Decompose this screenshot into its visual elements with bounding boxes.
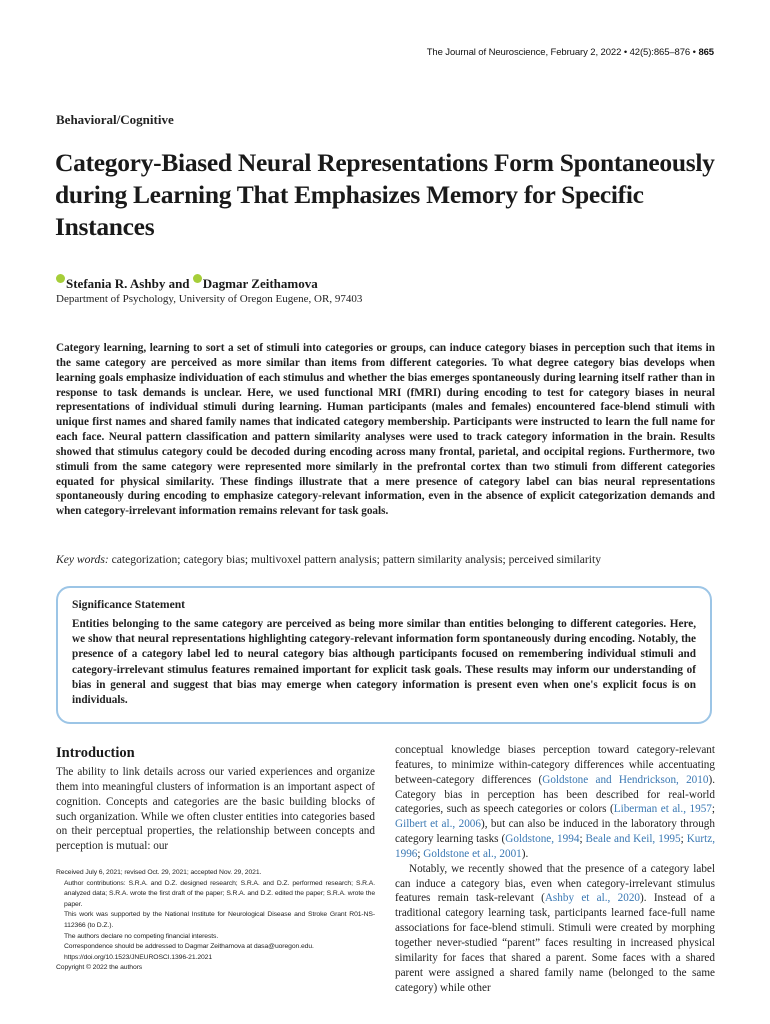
page-number: 865 [698, 47, 714, 58]
keywords-label: Key words: [56, 553, 109, 566]
doi-link[interactable]: https://doi.org/10.1523/JNEUROSCI.1396-21.2021 [64, 953, 213, 961]
citation-link[interactable]: Liberman et al., 1957 [613, 803, 712, 816]
competing-interests: The authors declare no competing financial interests. [64, 932, 219, 940]
volume-pages: 42(5):865–876 [629, 47, 691, 58]
author-name[interactable]: Stefania R. Ashby [66, 276, 166, 291]
right-column [395, 743, 715, 995]
citation-link[interactable]: Goldstone et al., 2001 [423, 847, 522, 860]
author-name[interactable]: Dagmar Zeithamova [202, 276, 318, 291]
article-title: Category-Biased Neural Representations Form Spontaneously during Learning That Emphasizes Memory for Specific Instances [55, 148, 715, 241]
received-dates: Received July 6, 2021; revised Oct. 29, 2021; accepted Nov. 29, 2021. [56, 869, 262, 876]
funding-note: This work was supported by the National Institute for Neurological Disease and Stroke Grant R01-NS-112366 (to D.Z.). [64, 911, 375, 929]
introduction-paragraph: The ability to link details across our varied experiences and organize them into meaningful clusters of information is an important aspect of cognition. Concepts and categories are the basic building blocks of such organization. While we often cluster entities into categories based on their perceptual properties, the relationship between concepts and perception is mutual: our [56, 766, 375, 853]
body-paragraph: conceptual knowledge biases perception toward category-relevant features, to minimize within-category differences while accentuating between-category differences (Goldstone and Hendrickson, 2010). Category bias in perception has been described for real-world categories, such as speech categories or colors (Liberman et al., 1957; Gilbert et al., 2006), but can also be induced in the laboratory through category learning tasks (Goldstone, 1994; Beale and Keil, 1995; Kurtz, 1996; Goldstone et al., 2001). [395, 744, 716, 860]
copyright: Copyright © 2022 the authors [56, 964, 143, 972]
journal-citation: The Journal of Neuroscience, February 2, 2022 [426, 47, 622, 58]
author-conjunction: and [168, 276, 190, 291]
running-head: The Journal of Neuroscience, February 2, 2022 • 42(5):865–876 • 865 [426, 47, 714, 58]
keywords-text: categorization; category bias; multivoxel pattern analysis; pattern similarity analysis; perceived similarity [111, 553, 601, 566]
author-contributions: Author contributions: S.R.A. and D.Z. designed research; S.R.A. and D.Z. performed research; S.R.A. analyzed data; S.R.A. wrote the first draft of the paper; S.R.A. and D.Z. edited the paper; S.R.A. wrote the paper. [64, 879, 375, 908]
significance-title: Significance Statement [72, 598, 186, 611]
orcid-icon[interactable] [193, 274, 202, 283]
introduction-heading: Introduction [56, 745, 135, 761]
correspondence: Correspondence should be addressed to Dagmar Zeithamova at dasa@uoregon.edu. [64, 943, 314, 951]
significance-body: Entities belonging to the same category are perceived as being more similar than entities belonging to different categories. Here, we show that neural representations highlighting category-relevant information form spontaneously during encoding. Notably, the presence of a category label led to neural category bias although participants focused on remembering individual stimuli and category-irrelevant stimulus features remained important for explicit task goals. These results may inform our understanding of bias in general and suggest that bias may emerge when category information is present even when one's explicit focus is on individuals. [72, 618, 696, 707]
abstract: Category learning, learning to sort a set of stimuli into categories or groups, can induce category biases in perception such that items in the same category are perceived as more similar than items from different categories. To what degree category bias develops when learning goals emphasize individuation of each stimulus and whether the bias emerges spontaneously during learning itself rather than in response to task demands is unclear. Here, we used functional MRI (fMRI) during encoding to test for category biases in neural representations of individual stimuli during learning. Human participants (males and females) encountered face-blend stimuli with unique first names and shared family names that indicated category membership. Participants were instructed to learn the full name for each face. Neural pattern classification and pattern similarity analyses were used to track category information in the brain. Results showed that stimulus category could be decoded during encoding across many frontal, parietal, and occipital regions. Furthermore, two stimuli from the same category were represented more similarly in the prefrontal cortex than two stimuli from different categories equated for physical similarity. These findings illustrate that a mere presence of category label can bias neural representations spontaneously during encoding to emphasize category-relevant information, even in the absence of explicit categorization demands and when category-irrelevant information remains relevant for task goals. [56, 342, 715, 518]
keywords [56, 553, 715, 566]
citation-link[interactable]: Kurtz, 1996 [395, 833, 715, 860]
orcid-icon[interactable] [56, 274, 65, 283]
citation-link[interactable]: Gilbert et al., 2006 [395, 818, 481, 831]
citation-link[interactable]: Goldstone and Hendrickson, 2010 [542, 773, 709, 786]
author-list [56, 274, 318, 292]
left-column [56, 745, 375, 854]
citation-link[interactable]: Goldstone, 1994 [505, 833, 580, 846]
footnotes [56, 868, 375, 974]
affiliation: Department of Psychology, University of Oregon Eugene, OR, 97403 [56, 293, 363, 305]
citation-link[interactable]: Beale and Keil, 1995 [585, 833, 681, 846]
body-paragraph: Notably, we recently showed that the presence of a category label can induce a category bias, even when category-irrelevant stimulus features remain task-relevant (Ashby et al., 2020). Instead of a traditional category learning task, participants learned face-full name associations for face-blend stimuli. Stimuli were created by morphing together never-studied “parent” faces resulting in increased physical similarity for faces that shared a parent. Some faces with a shared parent were assigned a shared family name (belonged to the same category) while other [395, 862, 715, 994]
significance-statement-box [56, 586, 712, 724]
citation-link[interactable]: Ashby et al., 2020 [544, 892, 641, 905]
section-label: Behavioral/Cognitive [56, 112, 174, 127]
